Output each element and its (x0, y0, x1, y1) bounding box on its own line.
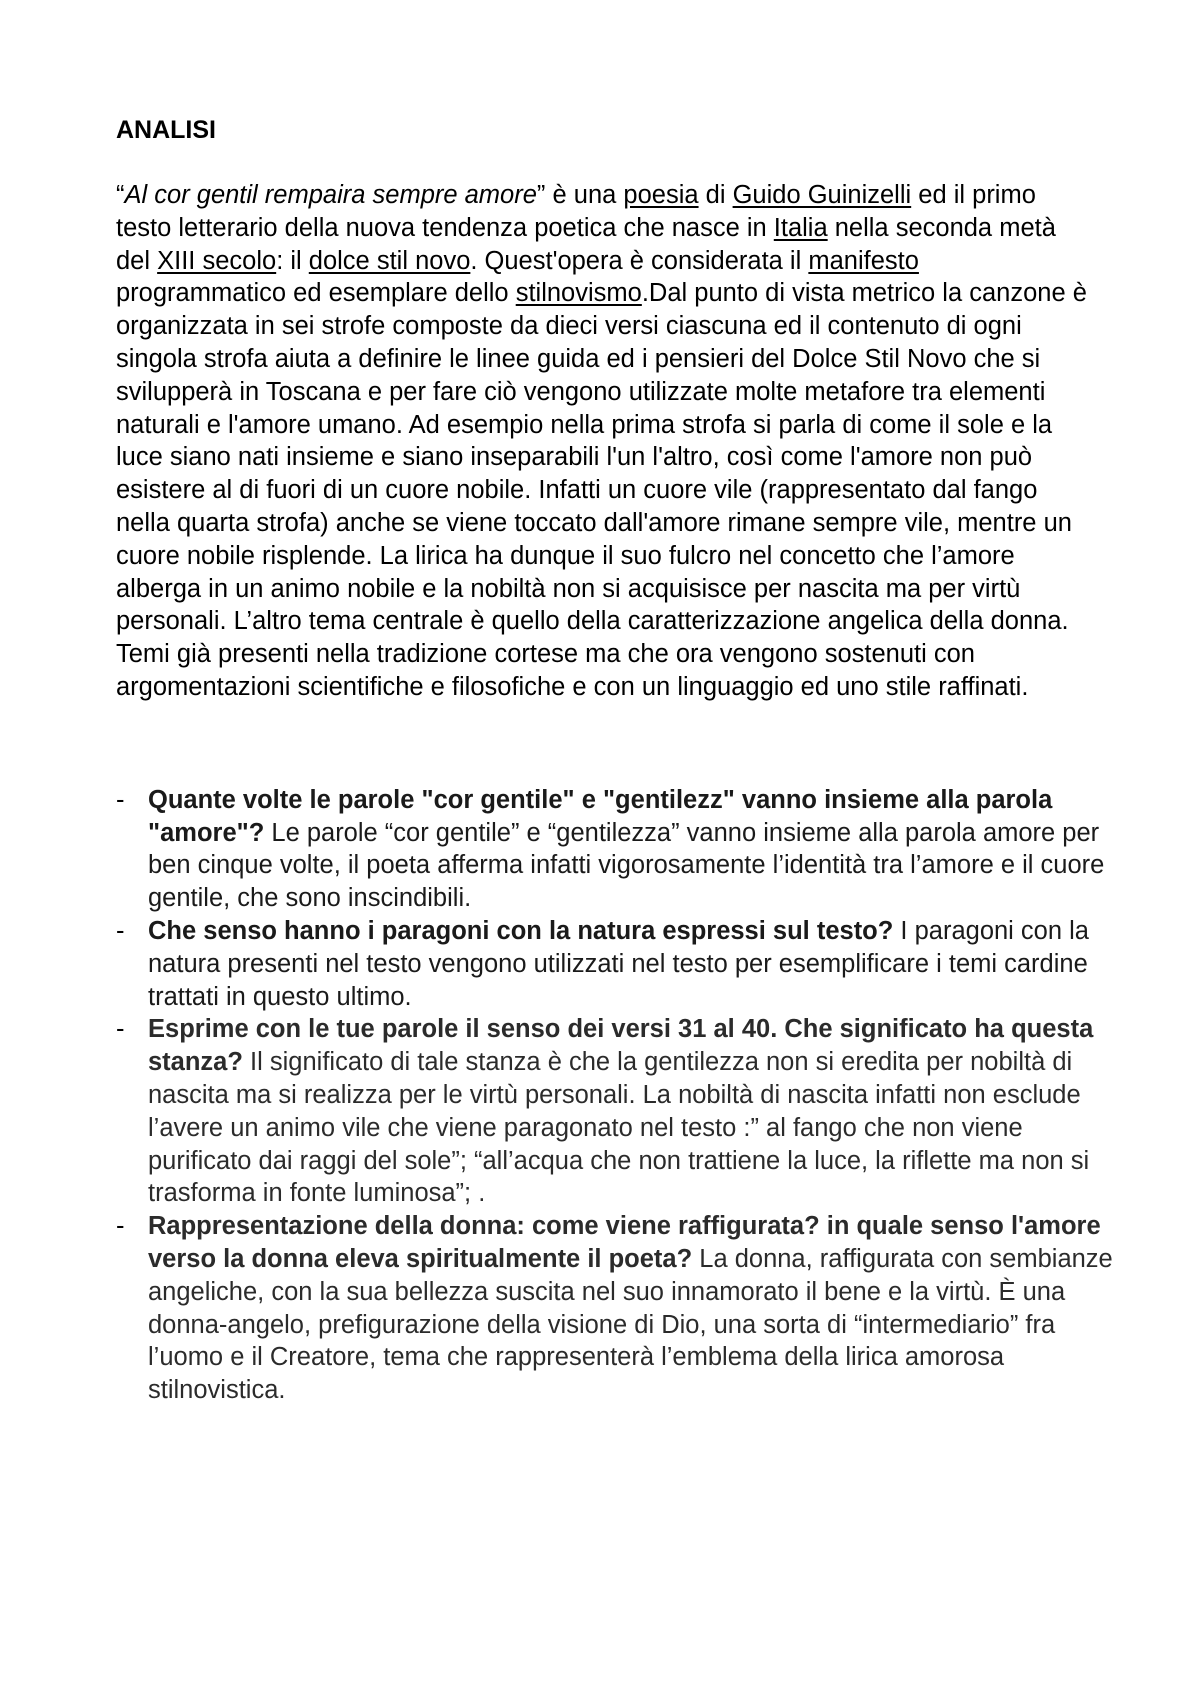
link-stilnovismo[interactable]: stilnovismo (515, 279, 642, 308)
list-item (116, 1210, 1116, 1407)
poem-title: Al cor gentil rempaira sempre amore (124, 181, 537, 209)
list-bullet: - (116, 1212, 125, 1241)
answer-text: I paragoni con la natura presenti nel testo vengono utilizzati nel testo per esemplificare i temi cardine trattati in questo ultimo. (148, 916, 1089, 1011)
list-bullet: - (116, 785, 125, 814)
answer-text: Le parole “cor gentile” e “gentilezza” vanno insieme alla parola amore per ben cinque volte, il poeta afferma infatti vigorosamente l’identità tra l’amore e il cuore gentile, che sono inscindibili. (148, 818, 1105, 913)
link-xiii-secolo[interactable]: XIII secolo (157, 246, 277, 275)
link-poesia[interactable]: poesia (623, 181, 699, 209)
link-guido-guinizelli[interactable]: Guido Guinizelli (732, 181, 912, 209)
intro-text: ” è una (536, 181, 624, 209)
link-italia[interactable]: Italia (773, 213, 828, 242)
question-text: Rappresentazione della donna: come viene raffigurata? in quale senso l'amore verso la donna eleva spiritualmente il poeta? (148, 1212, 1101, 1273)
link-dolce-stil-novo[interactable]: dolce stil novo (308, 246, 471, 275)
question-text: Quante volte le parole "cor gentile" e "gentilezz" vanno insieme alla parola "amore"? (148, 785, 1053, 847)
answer-text: Il significato di tale stanza è che la gentilezza non si eredita per nobiltà di nascita ma si realizza per le virtù personali. La nobiltà di nascita infatti non esclude l’avere un animo vile che viene paragonato nel testo :” al fango che non viene purificato dai raggi del sole”; “all’acqua che non trattiene la luce, la riflette ma non si trasforma in fonte luminosa”; . (148, 1048, 1090, 1208)
list-item (116, 1013, 1116, 1210)
answer-text: La donna, raffigurata con sembianze angeliche, con la sua bellezza suscita nel suo innamorato il bene e la virtù. È una donna-angelo, prefigurazione della visione di Dio, una sorta di “intermediario” fra l’uomo e il Creatore, tema che rappresenterà l’emblema della lirica amorosa stilnovistica. (148, 1244, 1113, 1405)
intro-text: ed il primo testo letterario della nuova tendenza poetica che nasce in (116, 181, 1036, 242)
document-page (116, 114, 1113, 1407)
intro-text: di (698, 181, 733, 209)
list-bullet: - (116, 916, 125, 945)
question-answer-list (116, 784, 1116, 1407)
list-item (116, 915, 1116, 1013)
intro-text: programmatico ed esemplare dello (116, 279, 516, 308)
list-item (116, 784, 1116, 915)
question-text: Che senso hanno i paragoni con la natura espressi sul testo? (148, 916, 894, 945)
link-manifesto[interactable]: manifesto (808, 246, 919, 275)
intro-text: .Dal punto di vista metrico la canzone è organizzata in sei strofe composte da dieci versi ciascuna ed il contenuto di ogni singola strofa aiuta a definire le linee guida ed i pensieri del Dolce Stil Novo che si svilupperà in Toscana e per fare ciò vengono utilizzate molte metafore tra elementi naturali e l'amore umano. Ad esempio nella prima strofa si parla di come il sole e la luce siano nati insieme e siano inseparabili l'un l'altro, così come l'amore non può esistere al di fuori di un cuore nobile. Infatti un cuore vile (rappresentato dal fango nella quarta strofa) anche se viene toccato dall'amore rimane sempre vile, mentre un cuore nobile risplende. La lirica ha dunque il suo fulcro nel concetto che l’amore alberga in un animo nobile e la nobiltà non si acquisisce per nascita ma per virtù personali. L’altro tema centrale è quello della caratterizzazione angelica della donna. Temi già presenti nella tradizione cortese ma che ora vengono sostenuti con argomentazioni scientifiche e filosofiche e con un linguaggio ed uno stile raffinati. (116, 279, 1087, 701)
intro-text: : il (276, 246, 309, 275)
intro-text: . Quest'opera è considerata il (470, 246, 809, 275)
page-title: ANALISI (116, 116, 216, 144)
list-bullet: - (116, 1015, 125, 1044)
intro-paragraph (116, 179, 1096, 704)
question-text: Esprime con le tue parole il senso dei versi 31 al 40. Che significato ha questa stanza? (148, 1015, 1094, 1077)
intro-text: nella seconda metà del (116, 213, 1056, 275)
intro-open-quote: “ (116, 181, 125, 209)
